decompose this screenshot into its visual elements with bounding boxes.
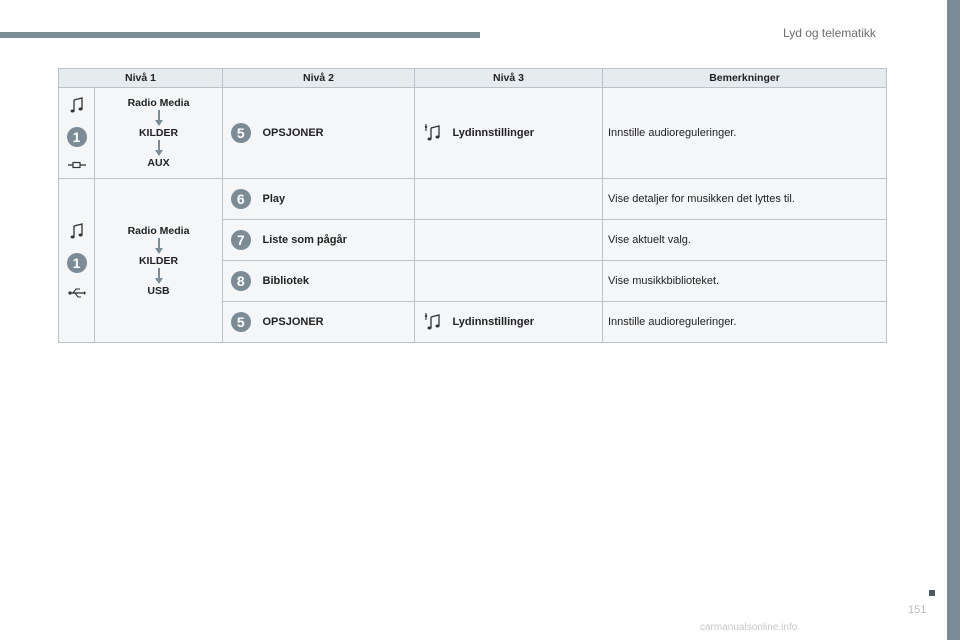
path-radio-media: Radio Media <box>127 97 190 109</box>
step-badge: 5 <box>231 312 251 332</box>
music-note-icon <box>70 223 84 239</box>
column-header-level2: Nivå 2 <box>223 69 415 88</box>
page-marker <box>929 590 935 596</box>
arrow-down-icon <box>154 238 164 254</box>
table-row <box>59 88 887 179</box>
audio-settings-icon <box>425 312 441 330</box>
aux-cable-icon <box>68 161 86 169</box>
column-header-level1: Nivå 1 <box>59 69 223 88</box>
header-rule <box>0 32 480 38</box>
level3-empty-cell <box>415 261 603 302</box>
remark-text: Vise detaljer for musikken det lyttes til. <box>603 179 887 220</box>
level1-icons-cell <box>59 179 95 343</box>
path-radio-media: Radio Media <box>127 224 190 237</box>
step-badge: 7 <box>231 230 251 250</box>
step-badge: 6 <box>231 189 251 209</box>
column-header-remarks: Bemerkninger <box>603 69 887 88</box>
remark-text: Vise aktuelt valg. <box>603 220 887 261</box>
path-kilder: KILDER <box>138 254 179 267</box>
page-number: 151 <box>908 604 927 616</box>
step-badge: 1 <box>67 253 87 273</box>
watermark: carmanualsonline.info <box>700 622 798 633</box>
usb-icon <box>68 287 86 299</box>
arrow-down-icon <box>154 110 164 126</box>
audio-settings-icon <box>425 123 441 141</box>
level1-path-cell <box>95 88 223 179</box>
level3-label: Lydinnstillinger <box>451 88 603 179</box>
column-header-level3: Nivå 3 <box>415 69 603 88</box>
step-badge: 5 <box>231 123 251 143</box>
music-note-icon <box>70 97 84 113</box>
level1-path-cell <box>95 179 223 343</box>
arrow-down-icon <box>154 140 164 156</box>
remark-text: Innstille audioreguleringer. <box>603 302 887 343</box>
path-usb: USB <box>147 284 170 297</box>
level1-icons-cell <box>59 88 95 179</box>
level3-empty-cell <box>415 179 603 220</box>
level2-label: OPSJONER <box>259 302 415 343</box>
side-tab-bar <box>947 0 960 640</box>
level2-label: Play <box>259 179 415 220</box>
table-row <box>59 179 887 220</box>
table-header-row <box>59 69 887 88</box>
path-kilder: KILDER <box>138 127 179 139</box>
path-aux: AUX <box>147 157 170 169</box>
menu-navigation-table <box>58 68 887 343</box>
level2-label: Bibliotek <box>259 261 415 302</box>
section-title: Lyd og telematikk <box>783 26 876 40</box>
arrow-down-icon <box>154 268 164 284</box>
remark-text: Innstille audioreguleringer. <box>603 88 887 179</box>
remark-text: Vise musikkbiblioteket. <box>603 261 887 302</box>
step-badge: 1 <box>67 127 87 147</box>
level3-label: Lydinnstillinger <box>451 302 603 343</box>
level3-empty-cell <box>415 220 603 261</box>
level2-label: OPSJONER <box>259 88 415 179</box>
step-badge: 8 <box>231 271 251 291</box>
level2-label: Liste som pågår <box>259 220 415 261</box>
